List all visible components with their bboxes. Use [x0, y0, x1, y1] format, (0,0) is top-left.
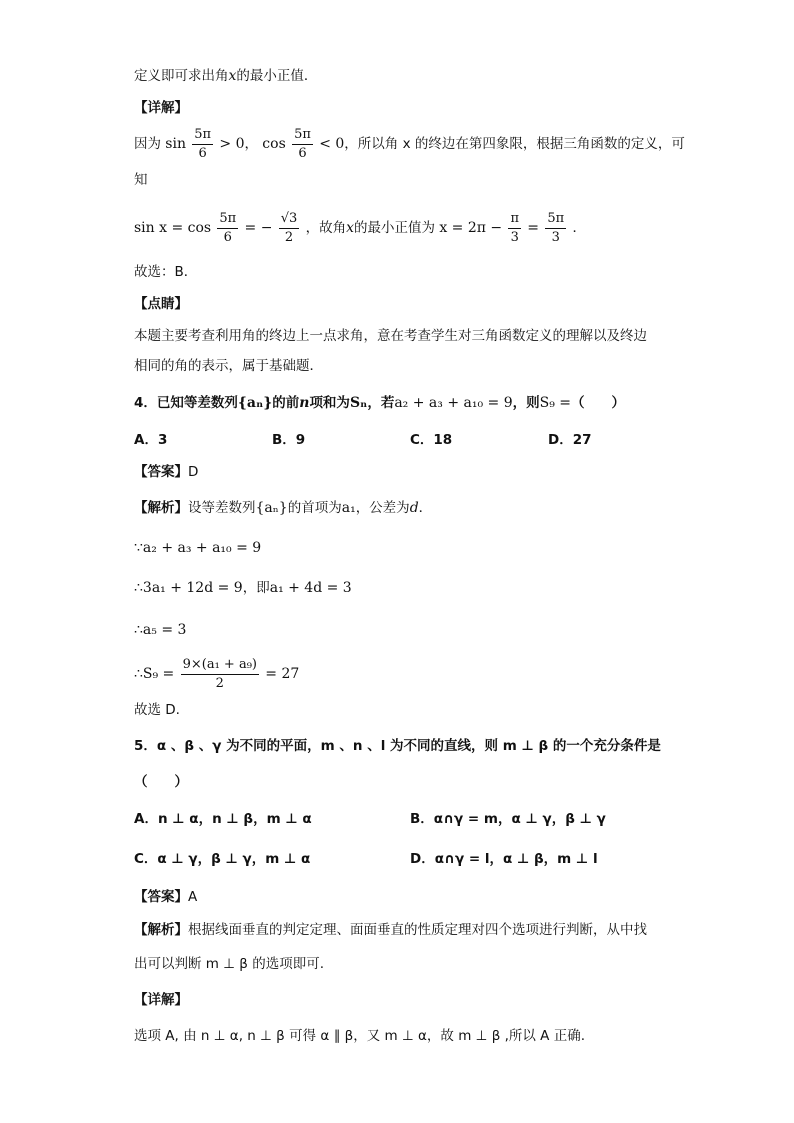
fraction-5pi-3	[545, 210, 566, 247]
answer-value: A	[188, 889, 198, 905]
text: ，所以角 x 的终边在第四象限，根据三角函数的定义，可	[344, 136, 685, 152]
q4-step-3: ∴a₅ = 3	[134, 622, 187, 638]
analysis-label: 【解析】	[134, 500, 188, 516]
text: 的最小正值为	[354, 220, 436, 236]
eq: ∴3a₁ + 12d = 9	[134, 580, 243, 596]
numerator: 9×(a₁ + a₉)	[181, 656, 259, 675]
answer-label: 【答案】	[134, 889, 188, 905]
q4-answer	[134, 462, 198, 482]
p3-detail-header: 【详解】	[134, 100, 188, 116]
numerator: π	[508, 210, 521, 229]
text: 4．已知等差数列	[134, 395, 238, 411]
text: 的首项为	[287, 500, 342, 516]
text: ，即	[242, 580, 270, 596]
var-n: n	[299, 395, 310, 411]
q4-analysis	[134, 498, 432, 518]
q5-stem: 5．α 、β 、γ 为不同的平面，m 、n 、l 为不同的直线，则 m ⊥ β 的一个充分条件是	[134, 738, 661, 754]
text: 的前	[272, 395, 300, 411]
ineq: < 0	[319, 136, 345, 152]
S9: S₉ =	[539, 395, 572, 411]
q4-option-b: B．9	[272, 432, 306, 448]
paren: （ ）	[571, 395, 626, 411]
q5-option-a: A．n ⊥ α，n ⊥ β，m ⊥ α	[134, 811, 312, 827]
answer-label: 【答案】	[134, 464, 188, 480]
fraction-s9	[181, 656, 259, 693]
seq: {aₙ}	[237, 395, 273, 411]
p3-comment-1: 本题主要考查利用角的终边上一点求角，意在考查学生对三角函数定义的理解以及终边	[134, 328, 647, 344]
p3-comment-2: 相同的角的表示，属于基础题．	[134, 358, 323, 374]
denominator: 6	[198, 145, 207, 161]
q5-option-d: D．α∩γ = l，α ⊥ β，m ⊥ l	[410, 851, 598, 867]
func-cos: cos	[262, 136, 286, 152]
text: 因为	[134, 136, 161, 152]
text: ，	[244, 136, 258, 152]
eq: ∴S₉ =	[134, 666, 175, 682]
numerator: √3	[279, 210, 300, 229]
var-x: x	[228, 68, 237, 84]
denominator: 3	[551, 229, 560, 245]
q5-analysis-2: 出可以判断 m ⊥ β 的选项即可.	[134, 956, 324, 972]
q5-answer	[134, 887, 197, 907]
q5-analysis-1	[134, 920, 647, 940]
Sn: Sₙ	[349, 395, 368, 411]
denominator: 2	[215, 675, 224, 691]
eq: x = 2π −	[439, 220, 503, 236]
text: ，故角	[305, 220, 347, 236]
p3-line1	[134, 66, 317, 86]
q5-option-c: C．α ⊥ γ，β ⊥ γ，m ⊥ α	[134, 851, 311, 867]
eq: a₁ + 4d = 3	[269, 580, 352, 596]
analysis-label: 【解析】	[134, 922, 188, 938]
text: ．	[418, 500, 433, 516]
eq: = −	[244, 220, 273, 236]
text: 项和为	[309, 395, 350, 411]
fraction-5pi-6	[217, 210, 238, 247]
func-sin: sin	[165, 136, 186, 152]
numerator: 5π	[217, 210, 238, 229]
a1: a₁	[341, 500, 356, 516]
fraction-5pi-6	[192, 126, 213, 163]
q4-option-a: A．3	[134, 432, 168, 448]
var-x: x	[346, 220, 355, 236]
p3-reason-cont: 知	[134, 172, 148, 188]
text: 的最小正值．	[236, 68, 318, 84]
fraction-pi-3	[508, 210, 521, 247]
eq: =	[527, 220, 540, 236]
eq: sin x = cos	[134, 220, 212, 236]
seq: {aₙ}	[255, 500, 288, 516]
text: ．	[572, 220, 586, 236]
text: 定义即可求出角	[134, 68, 229, 84]
denominator: 3	[510, 229, 519, 245]
denominator: 2	[284, 229, 294, 245]
q5-paren: （ ）	[134, 774, 188, 790]
q5-detail-header: 【详解】	[134, 992, 188, 1008]
q5-detail-1: 选项 A, 由 n ⊥ α, n ⊥ β 可得 α ∥ β，又 m ⊥ α，故 m ⊥ β ,所以 A 正确.	[134, 1028, 585, 1044]
text: ，若	[367, 395, 395, 411]
p3-equation-line	[134, 204, 586, 252]
numerator: 5π	[192, 126, 213, 145]
text: 根据线面垂直的判定定理、面面垂直的性质定理对四个选项进行判断，从中找	[188, 922, 647, 938]
q4-step-2	[134, 578, 352, 598]
ineq: > 0	[219, 136, 245, 152]
q4-stem	[134, 393, 625, 413]
fraction-sqrt3-2	[279, 210, 300, 247]
text: 设等差数列	[188, 500, 256, 516]
p3-comment-header: 【点睛】	[134, 296, 188, 312]
text: ，则	[512, 395, 540, 411]
condition: a₂ + a₃ + a₁₀ = 9	[394, 395, 513, 411]
p3-choose: 故选：B．	[134, 264, 198, 280]
p3-reason-line	[134, 122, 685, 166]
q4-choose: 故选 D.	[134, 702, 180, 718]
answer-value: D	[188, 464, 199, 480]
denominator: 6	[223, 229, 232, 245]
eq: = 27	[265, 666, 300, 682]
q4-option-d: D．27	[548, 432, 592, 448]
text: ，公差为	[355, 500, 410, 516]
numerator: 5π	[292, 126, 313, 145]
q4-step-4	[134, 652, 299, 696]
denominator: 6	[298, 145, 307, 161]
q4-step-1: ∵a₂ + a₃ + a₁₀ = 9	[134, 540, 262, 556]
numerator: 5π	[545, 210, 566, 229]
fraction-5pi-6	[292, 126, 313, 163]
q4-option-c: C．18	[410, 432, 453, 448]
q5-option-b: B．α∩γ = m，α ⊥ γ，β ⊥ γ	[410, 811, 606, 827]
var-d: d	[409, 500, 419, 516]
